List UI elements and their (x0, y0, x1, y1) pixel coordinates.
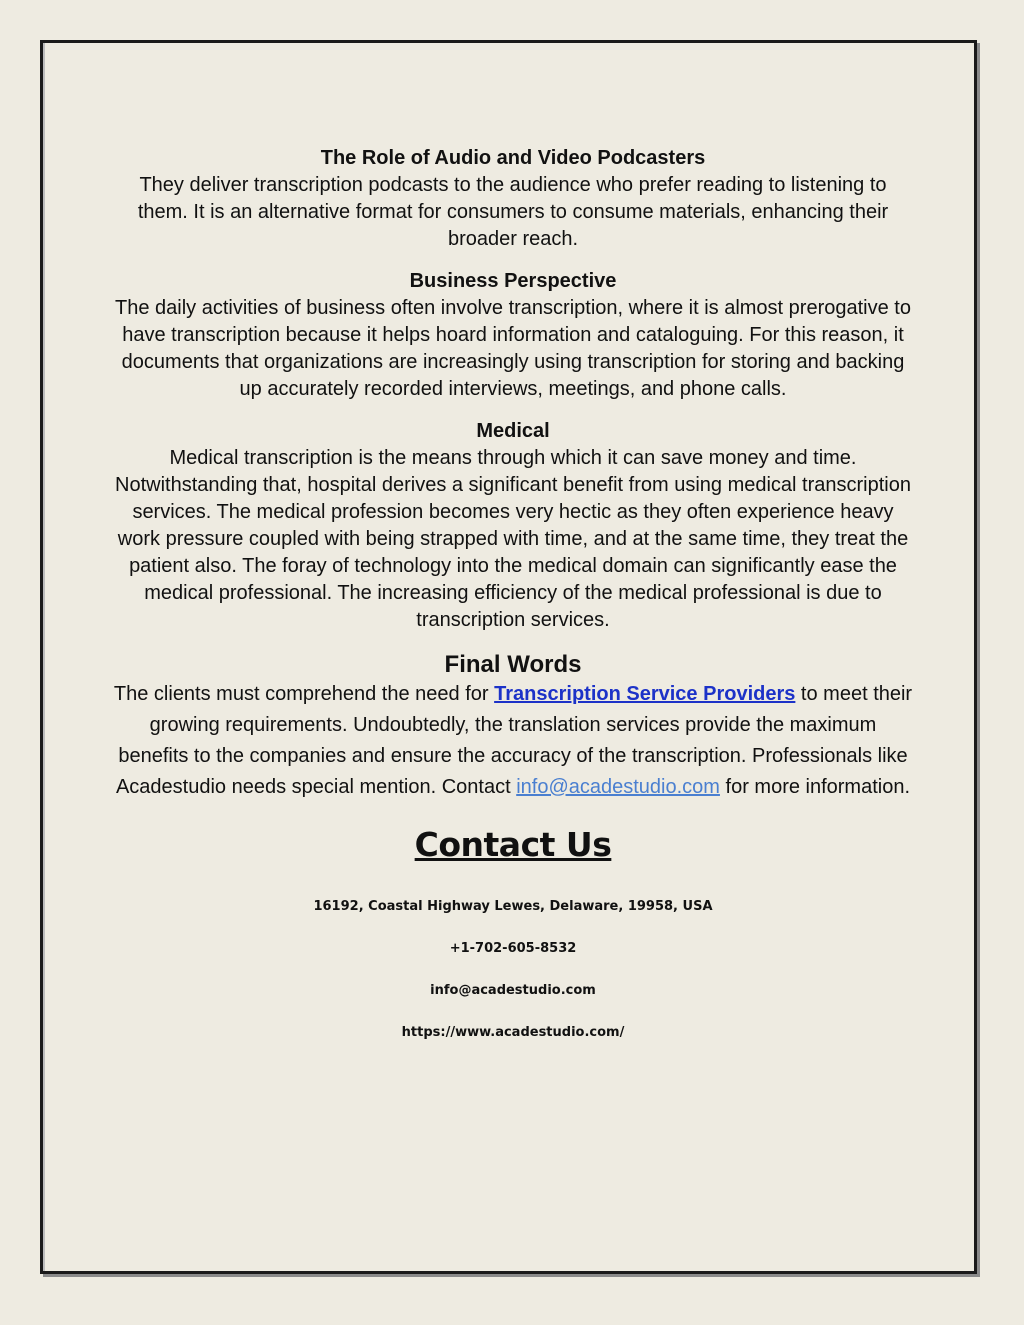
final-heading: Final Words (444, 651, 582, 678)
transcription-providers-link[interactable]: Transcription Service Providers (494, 683, 796, 705)
final-text-before: The clients must comprehend the need for (113, 683, 495, 705)
contact-website: https://www.acadestudio.com/ (401, 1025, 625, 1040)
contact-title: Contact Us (414, 825, 612, 864)
contact-email: info@acadestudio.com (430, 983, 596, 998)
contact-phone: +1-702-605-8532 (449, 941, 577, 956)
contact-section (113, 825, 913, 1041)
final-body (113, 679, 913, 803)
section-final-words (113, 649, 913, 803)
email-link[interactable]: info@acadestudio.com (516, 776, 720, 798)
section-podcasters (113, 145, 913, 253)
section-body: They deliver transcription podcasts to the audience who prefer reading to listening to them. It is an alternative format for consumers to consume materials, enhancing their broader reach. (137, 174, 889, 250)
section-heading: Medical (476, 420, 550, 442)
page-content (113, 145, 913, 1041)
section-business (113, 268, 913, 403)
final-text-end: for more information. (719, 776, 911, 798)
contact-address: 16192, Coastal Highway Lewes, Delaware, 19958, USA (313, 899, 713, 914)
section-body: The daily activities of business often involve transcription, where it is almost prerogative to have transcription because it helps hoard information and cataloguing. For this reason, it documents that organizations are increasingly using transcription for storing and backing up accurately recorded interviews, meetings, and phone calls. (115, 297, 911, 400)
section-heading: Business Perspective (409, 270, 617, 292)
section-body: Medical transcription is the means through which it can save money and time. Notwithstanding that, hospital derives a significant benefit from using medical transcription services. The medical profession becomes very hectic as they often experience heavy work pressure coupled with being strapped with time, and at the same time, they treat the patient also. The foray of technology into the medical domain can significantly ease the medical professional. The increasing efficiency of the medical professional is due to transcription services. (115, 447, 911, 631)
final-text-after: to meet their growing requirements. Undoubtedly, the translation services provide the maximum benefits to the companies and ensure the accuracy of the transcription. Professionals like Acadestudio needs special mention. Contact (115, 683, 913, 798)
section-heading: The Role of Audio and Video Podcasters (320, 147, 706, 169)
section-medical (113, 418, 913, 634)
document-page (40, 40, 977, 1274)
